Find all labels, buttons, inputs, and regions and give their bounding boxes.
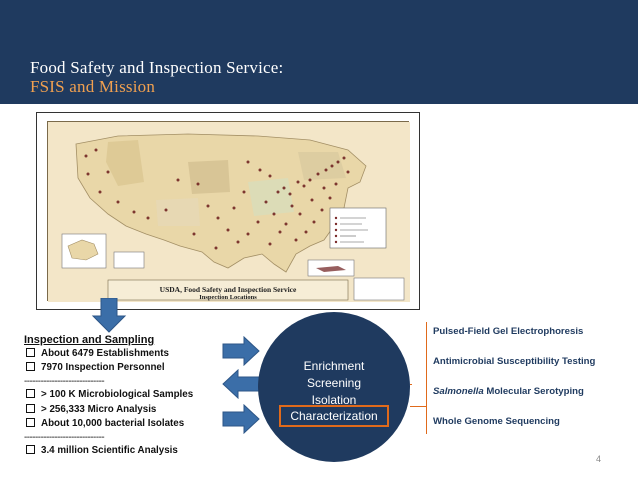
method-item: Antimicrobial Susceptibility Testing (433, 356, 596, 367)
step-characterization: Characterization (290, 409, 378, 423)
checkbox-icon (26, 445, 35, 454)
list-item: > 100 K Microbiological Samples (24, 388, 224, 402)
list-item: 7970 Inspection Personnel (24, 361, 224, 375)
down-arrow-icon (91, 298, 127, 334)
checkbox-icon (26, 404, 35, 413)
right-arrow-icon (222, 336, 260, 366)
list-item: 3.4 million Scientific Analysis (24, 444, 224, 458)
slide-subtitle: FSIS and Mission (30, 77, 156, 96)
step-isolation: Isolation (311, 393, 357, 407)
map-caption-title: USDA, Food Safety and Inspection Service (159, 285, 297, 294)
map-illustration (48, 122, 410, 302)
slide-title: Food Safety and Inspection Service: (30, 58, 284, 77)
map-caption (108, 286, 348, 302)
method-item: Whole Genome Sequencing (433, 416, 560, 427)
connector-line (410, 384, 412, 385)
us-map (47, 121, 409, 301)
divider: ----------------------------- (24, 431, 105, 443)
inspection-map-image (36, 112, 420, 310)
step-enrichment: Enrichment (303, 359, 365, 373)
list-item: > 256,333 Micro Analysis (24, 403, 224, 417)
list-heading: Inspection and Sampling (24, 334, 155, 346)
inspection-sampling-list (24, 333, 224, 458)
map-caption-subtitle: Inspection Locations (199, 294, 257, 301)
slide-header (0, 0, 638, 104)
right-arrow-icon (222, 404, 260, 434)
characterization-highlight (279, 405, 389, 427)
checkbox-icon (26, 362, 35, 371)
process-circle (258, 312, 410, 462)
list-item: About 10,000 bacterial Isolates (24, 417, 224, 431)
step-screening: Screening (306, 376, 362, 390)
page-number: 4 (596, 454, 602, 464)
checkbox-icon (26, 389, 35, 398)
method-item: Salmonella Molecular Serotyping (433, 386, 584, 397)
method-item: Pulsed-Field Gel Electrophoresis (433, 326, 584, 337)
checkbox-icon (26, 418, 35, 427)
list-item: About 6479 Establishments (24, 347, 224, 361)
left-arrow-icon (222, 369, 260, 399)
checkbox-icon (26, 348, 35, 357)
connector-line (410, 406, 426, 407)
divider: ----------------------------- (24, 376, 105, 388)
